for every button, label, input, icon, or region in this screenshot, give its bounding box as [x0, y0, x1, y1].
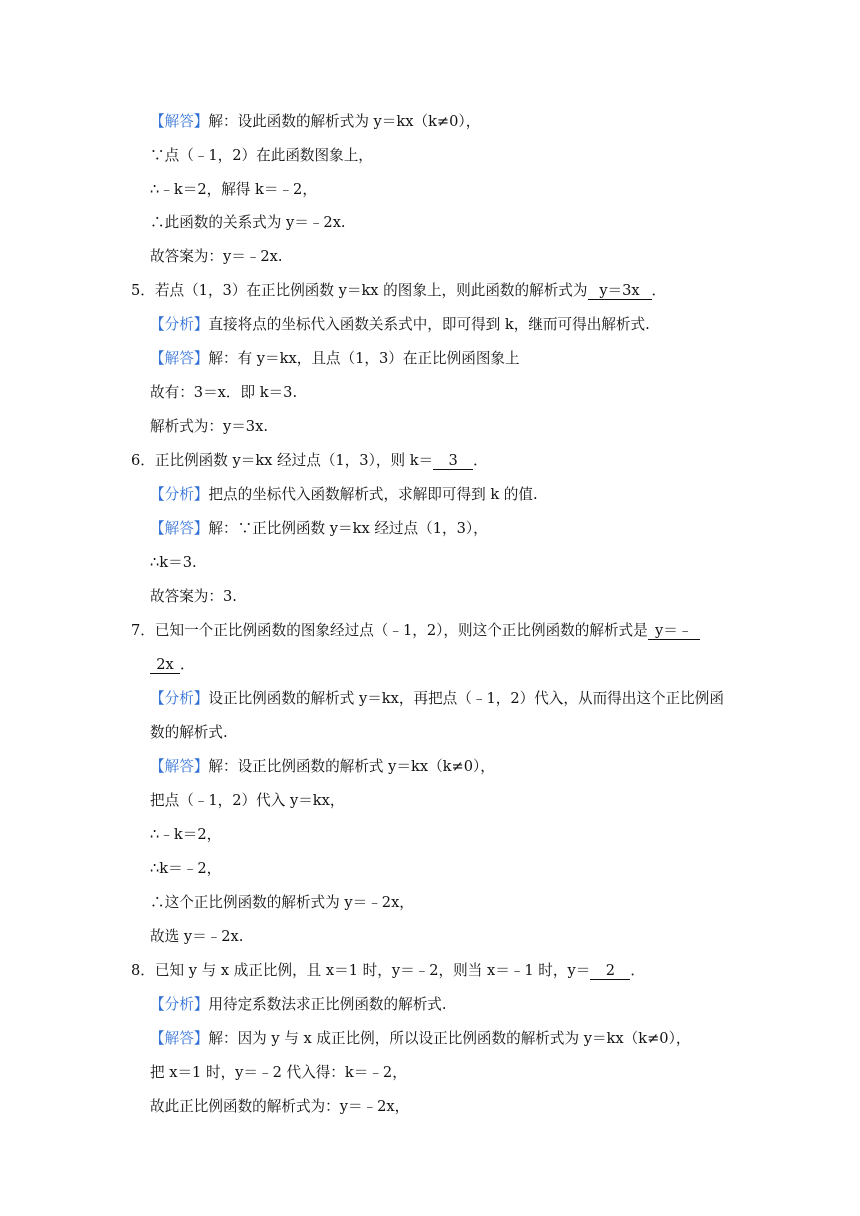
analysis-tag: 【分析】 [150, 996, 209, 1013]
line-text: 故此正比例函数的解析式为：y＝﹣2x， [150, 1098, 410, 1115]
text-line [0, 247, 860, 267]
answer-tag: 【解答】 [150, 1030, 209, 1047]
question-7 [0, 621, 860, 641]
answer-tag: 【解答】 [150, 350, 209, 367]
line-tail: ． [651, 282, 667, 299]
line-text: 解：因为 y 与 x 成正比例，所以设正比例函数的解析式为 y＝kx（k≠0）， [208, 1030, 691, 1047]
text-line [0, 689, 860, 709]
text-line [0, 180, 860, 200]
question-text: 8．已知 y 与 x 成正比例，且 x＝1 时，y＝﹣2，则当 x＝﹣1 时，y＝ [131, 962, 591, 979]
text-line [0, 825, 860, 845]
text-line [0, 791, 860, 811]
line-text: 设正比例函数的解析式 y＝kx，再把点（﹣1，2）代入，从而得出这个正比例函 [208, 690, 724, 707]
line-text: ∴此函数的关系式为 y＝﹣2x. [150, 214, 346, 231]
text-line [0, 587, 860, 607]
question-text: 5．若点（1，3）在正比例函数 y＝kx 的图象上，则此函数的解析式为 [131, 282, 588, 299]
line-text: 解：∵正比例函数 y＝kx 经过点（1，3）， [208, 520, 488, 537]
line-text: 故答案为：y＝﹣2x. [150, 248, 283, 265]
line-text: 把点的坐标代入函数解析式，求解即可得到 k 的值. [208, 486, 538, 503]
question-5 [0, 281, 860, 301]
text-line [0, 146, 860, 166]
text-line [0, 485, 860, 505]
line-tail: ． [180, 656, 195, 673]
text-line [0, 349, 860, 369]
text-line [0, 893, 860, 913]
question-8 [0, 961, 860, 981]
text-line [0, 995, 860, 1015]
answer-blank: 3 [433, 453, 473, 470]
question-text: 7．已知一个正比例函数的图象经过点（﹣1，2），则这个正比例函数的解析式是 [131, 622, 648, 639]
text-line [0, 213, 860, 233]
line-tail: ． [630, 962, 645, 979]
question-6 [0, 451, 860, 471]
line-text: ∴﹣k＝2， [150, 826, 222, 843]
text-line [0, 112, 860, 132]
text-line [0, 417, 860, 437]
text-line [0, 383, 860, 403]
text-line [0, 757, 860, 777]
text-line [0, 927, 860, 947]
answer-blank: y＝3x [588, 283, 652, 300]
answer-tag: 【解答】 [150, 113, 209, 130]
text-line [0, 315, 860, 335]
line-text: 用待定系数法求正比例函数的解析式. [208, 996, 447, 1013]
text-line [0, 519, 860, 539]
line-text: 故答案为：3. [150, 588, 237, 605]
line-text: ∴﹣k＝2，解得 k＝﹣2， [150, 181, 317, 198]
line-text: ∴这个正比例函数的解析式为 y＝﹣2x， [150, 894, 414, 911]
text-line [0, 1029, 860, 1049]
text-line [0, 723, 860, 743]
question-text: 6．正比例函数 y＝kx 经过点（1，3），则 k＝ [131, 452, 434, 469]
line-text: 解：有 y＝kx，且点（1，3）在正比例函图象上 [208, 350, 520, 367]
text-line [0, 553, 860, 573]
answer-tag: 【解答】 [150, 758, 209, 775]
line-text: 把 x＝1 时，y＝﹣2 代入得：k＝﹣2， [150, 1064, 407, 1081]
line-text: 故选 y＝﹣2x. [150, 928, 244, 945]
line-text: 故有：3＝x．即 k＝3. [150, 384, 298, 401]
analysis-tag: 【分析】 [150, 316, 209, 333]
line-text: 解：设正比例函数的解析式 y＝kx（k≠0）， [208, 758, 495, 775]
line-text: 解：设此函数的解析式为 y＝kx（k≠0）， [208, 113, 481, 130]
analysis-tag: 【分析】 [150, 690, 209, 707]
answer-tag: 【解答】 [150, 520, 209, 537]
line-text: 数的解析式. [150, 724, 228, 741]
line-text: 把点（﹣1，2）代入 y＝kx， [150, 792, 345, 809]
line-text: ∵点（﹣1，2）在此函数图象上， [150, 147, 373, 164]
answer-blank: y＝﹣ [648, 623, 700, 640]
line-text: ∴k＝3. [150, 554, 197, 571]
line-text: 直接将点的坐标代入函数关系式中，即可得到 k，继而可得出解析式. [208, 316, 650, 333]
text-line [0, 1097, 860, 1117]
text-line [0, 1063, 860, 1083]
line-tail: ． [473, 452, 488, 469]
answer-blank: 2 [590, 963, 630, 980]
answer-blank: 2x [150, 657, 180, 674]
line-text: ∴k＝﹣2， [150, 860, 222, 877]
analysis-tag: 【分析】 [150, 486, 209, 503]
text-line [0, 655, 860, 675]
line-text: 解析式为：y＝3x. [150, 418, 268, 435]
text-line [0, 859, 860, 879]
